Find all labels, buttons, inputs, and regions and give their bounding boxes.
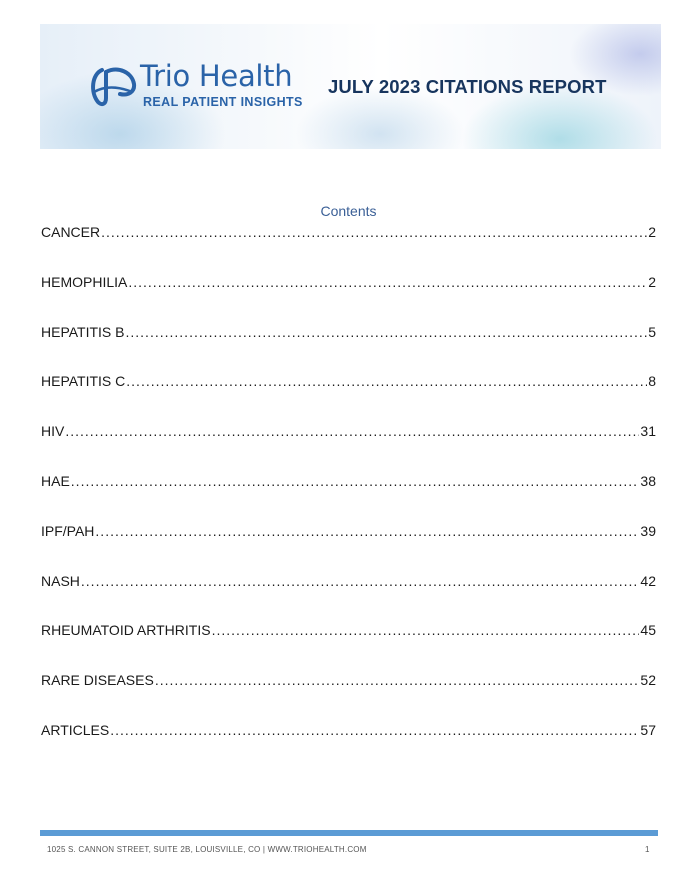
toc-dot-leader	[126, 324, 648, 340]
toc-entry-label: HEMOPHILIA	[41, 273, 128, 290]
toc-entry-label: HAE	[41, 472, 70, 489]
toc-entry-label: ARTICLES	[41, 721, 110, 738]
toc-entry-page: 39	[640, 522, 656, 539]
toc-entry-page: 57	[640, 721, 656, 738]
footer-divider	[40, 830, 658, 836]
toc-entry-articles[interactable]	[41, 722, 656, 772]
toc-entry-rare-diseases[interactable]	[41, 672, 656, 722]
page-number: 1	[645, 845, 650, 854]
toc-entry-cancer[interactable]	[41, 224, 656, 274]
toc-entry-label: RHEUMATOID ARTHRITIS	[41, 622, 211, 639]
toc-entry-page: 8	[648, 373, 656, 390]
report-title: JULY 2023 CITATIONS REPORT	[328, 76, 607, 97]
toc-entry-page: 31	[640, 423, 656, 440]
trio-health-logo-icon	[88, 62, 138, 110]
toc-entry-label: HIV	[41, 423, 65, 440]
toc-entry-nash[interactable]	[41, 573, 656, 623]
toc-entry-label: HEPATITIS C	[41, 373, 126, 390]
logo-name: Trio Health	[140, 59, 293, 93]
toc-entry-rheumatoid-arthritis[interactable]	[41, 622, 656, 672]
toc-entry-hemophilia[interactable]	[41, 274, 656, 324]
toc-entry-hae[interactable]	[41, 473, 656, 523]
toc-entry-label: HEPATITIS B	[41, 323, 125, 340]
toc-dot-leader	[95, 523, 639, 539]
toc-entry-hepatitis-b[interactable]	[41, 324, 656, 374]
toc-entry-page: 42	[640, 572, 656, 589]
toc-entry-page: 2	[648, 224, 656, 240]
table-of-contents	[41, 224, 656, 772]
toc-entry-label: RARE DISEASES	[41, 672, 154, 689]
toc-entry-page: 2	[648, 273, 656, 290]
footer-address: 1025 S. CANNON STREET, SUITE 2B, LOUISVILLE, CO | WWW.TRIOHEALTH.COM	[47, 845, 367, 854]
toc-entry-page: 52	[640, 672, 656, 689]
toc-entry-page: 38	[640, 472, 656, 489]
contents-heading: Contents	[320, 203, 377, 219]
toc-dot-leader	[65, 423, 639, 439]
toc-entry-page: 5	[648, 323, 656, 340]
toc-entry-page: 45	[640, 622, 656, 639]
logo-tagline: REAL PATIENT INSIGHTS	[143, 95, 303, 109]
header-banner	[40, 24, 661, 149]
toc-dot-leader	[128, 274, 647, 290]
toc-dot-leader	[155, 672, 640, 688]
toc-dot-leader	[110, 722, 639, 738]
toc-entry-ipf-pah[interactable]	[41, 523, 656, 573]
toc-entry-hiv[interactable]	[41, 423, 656, 473]
toc-entry-label: CANCER	[41, 224, 101, 240]
toc-dot-leader	[81, 573, 640, 589]
toc-dot-leader	[71, 473, 640, 489]
toc-dot-leader	[101, 224, 647, 240]
toc-dot-leader	[126, 373, 647, 389]
toc-dot-leader	[212, 622, 640, 638]
toc-entry-hepatitis-c[interactable]	[41, 373, 656, 423]
toc-entry-label: IPF/PAH	[41, 522, 95, 539]
toc-entry-label: NASH	[41, 572, 80, 589]
